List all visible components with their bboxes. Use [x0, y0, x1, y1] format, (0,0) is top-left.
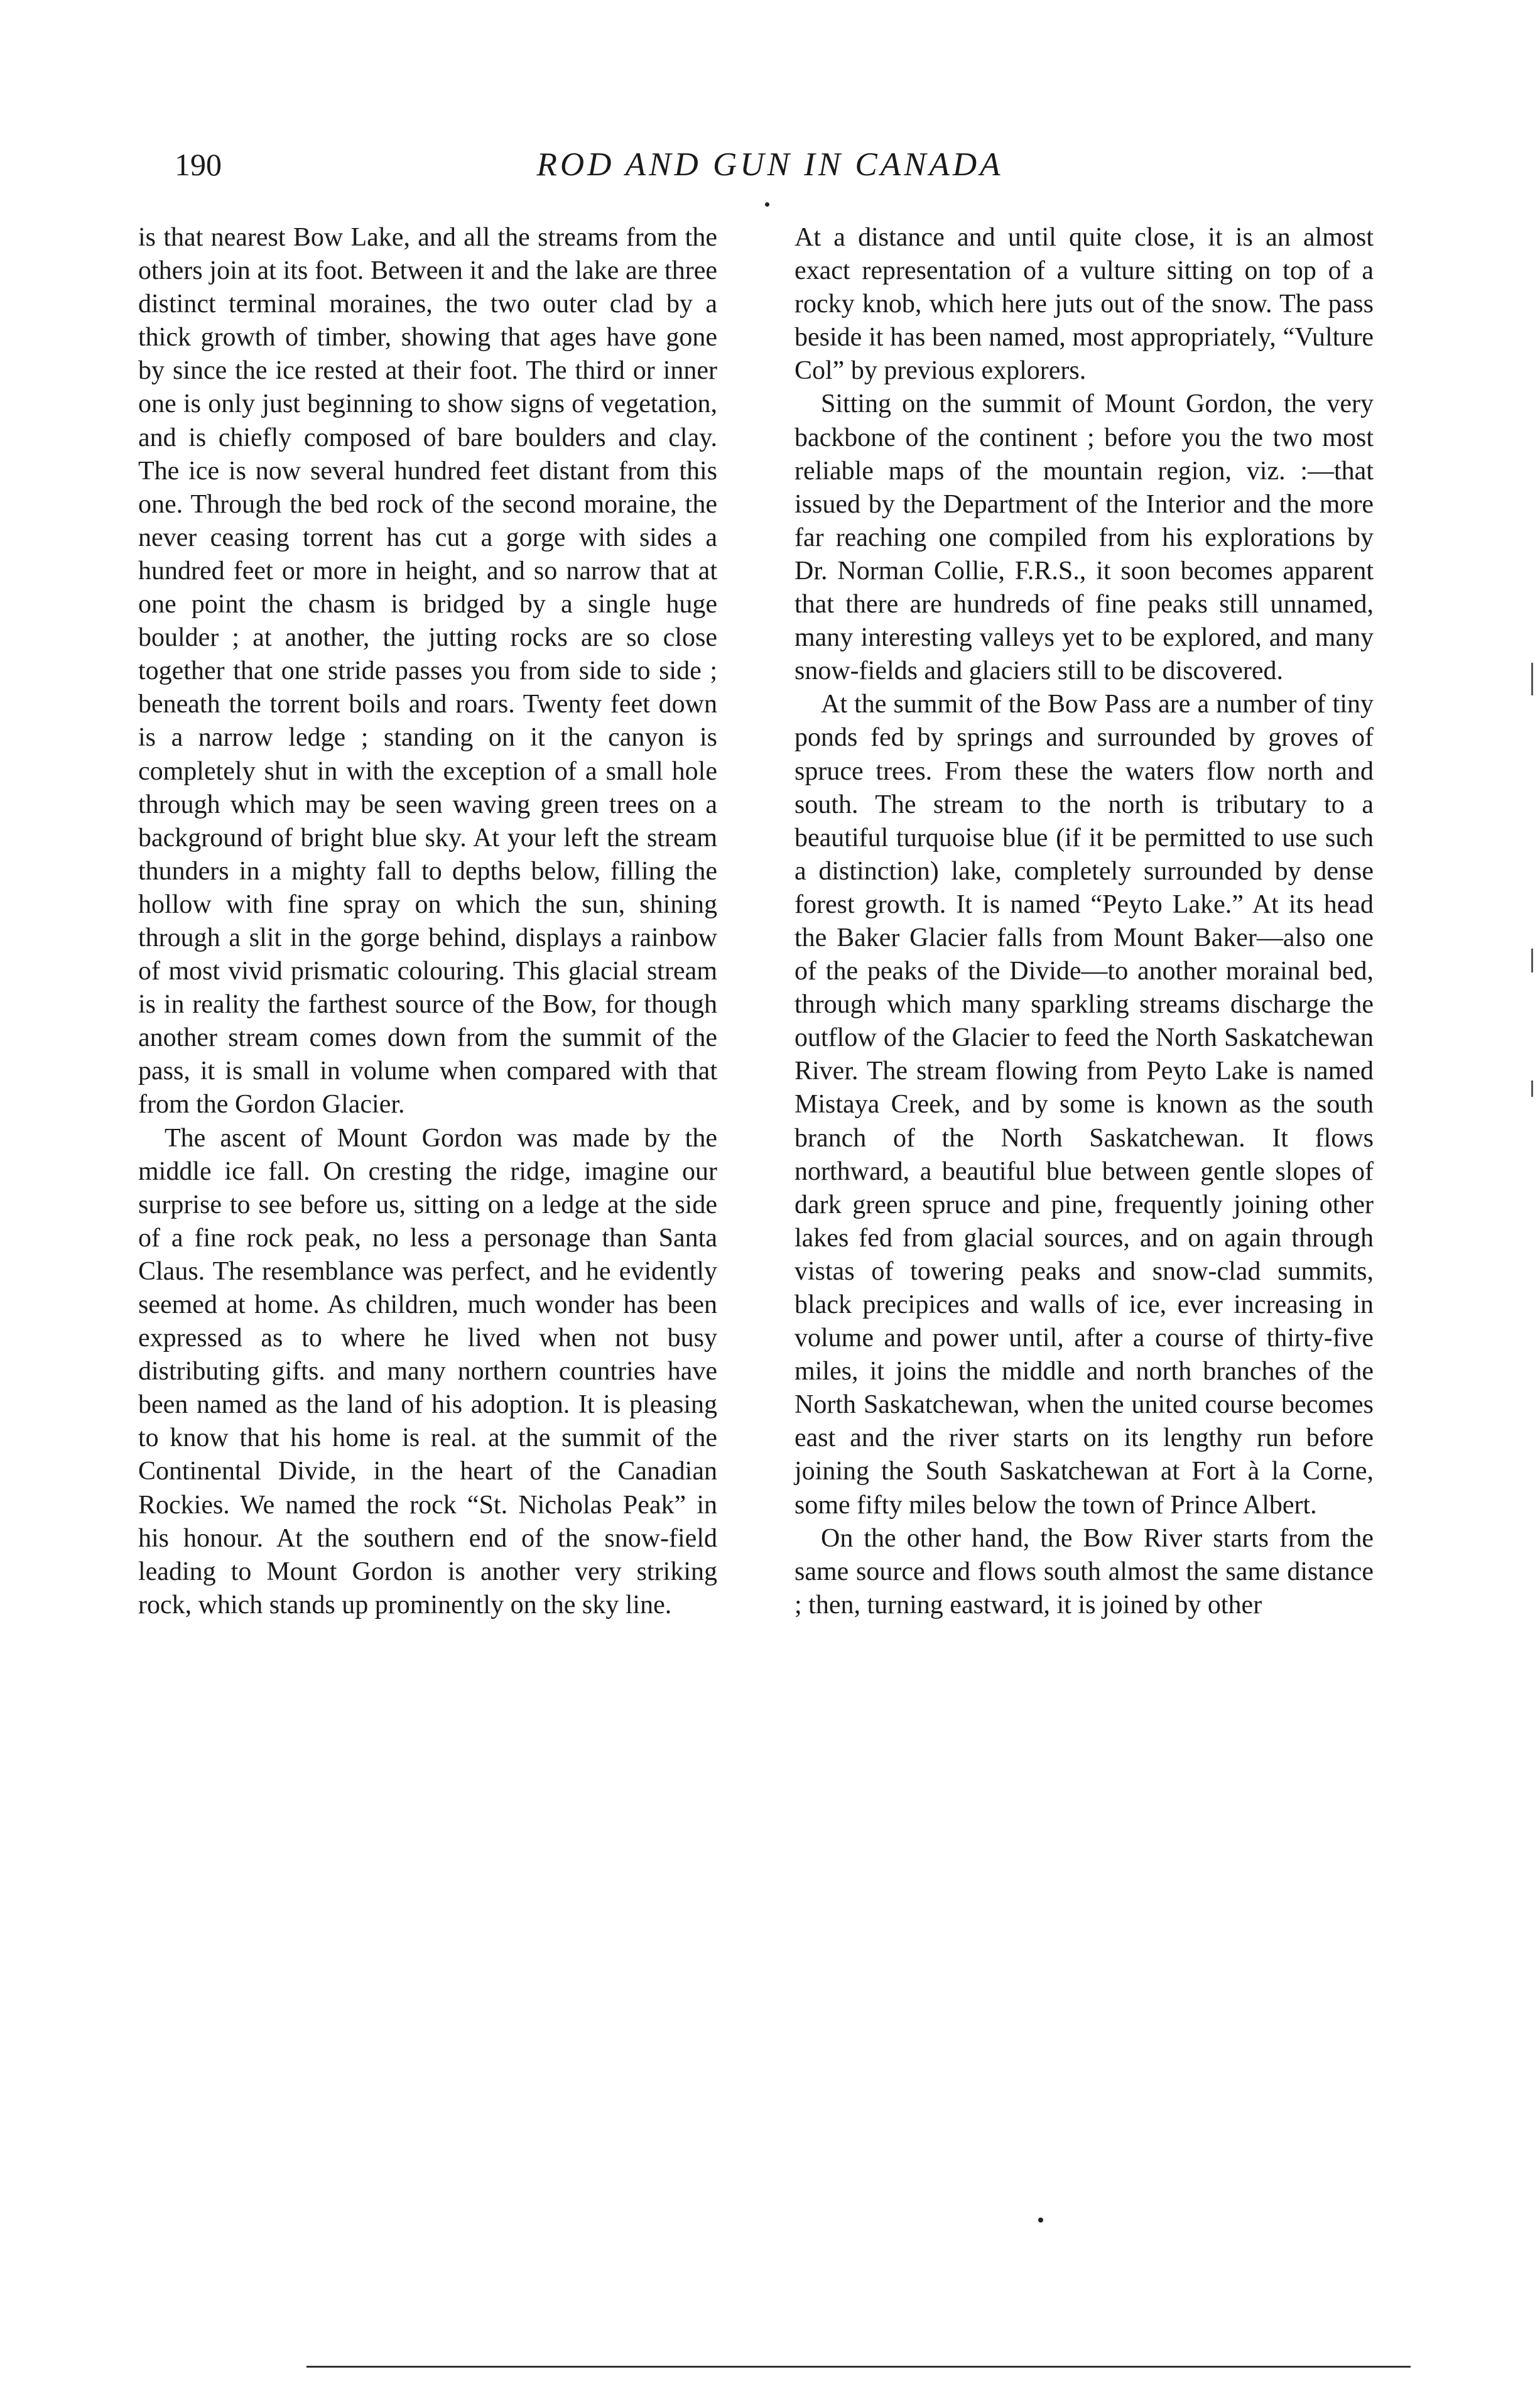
- running-title: ROD AND GUN IN CANADA: [536, 146, 1004, 183]
- left-column: [138, 221, 717, 1622]
- bottom-rule: [306, 2366, 1411, 2368]
- margin-scan-mark: [1531, 1080, 1533, 1097]
- right-paragraph-4: On the other hand, the Bow River starts from the same source and flows south almost the same distance ; then, turning eastward, it is joined by other: [794, 1523, 1374, 1619]
- right-paragraph-2: Sitting on the summit of Mount Gordon, the very backbone of the continent ; before you the two most reliable maps of the mountain region, viz. :—that issued by the Department of the Interior and the more far reaching one compiled from his explorations by Dr. Norman Collie, F.R.S., it soon becomes apparent that there are hundreds of fine peaks still unnamed, many interesting valleys yet to be explored, and many snow-fields and glaciers still to be discovered.: [794, 389, 1374, 686]
- page-number: 190: [175, 147, 222, 182]
- margin-scan-mark: [1531, 663, 1533, 695]
- header-dot-ornament: [765, 202, 769, 207]
- margin-scan-mark: [1531, 949, 1533, 972]
- left-paragraph-1: is that nearest Bow Lake, and all the streams from the others join at its foot. Between it and the lake are three distinct terminal moraines, the two outer clad by a thick growth of timber, showing that ages have gone by since the ice rested at their foot. The third or inner one is only just beginning to show signs of vegetation, and is chiefly composed of bare boulders and clay. The ice is now several hundred feet distant from this one. Through the bed rock of the second moraine, the never ceasing torrent has cut a gorge with sides a hundred feet or more in height, and so narrow that at one point the chasm is bridged by a single huge boulder ; at another, the jutting rocks are so close together that one stride passes you from side to side ; beneath the torrent boils and roars. Twenty feet down is a narrow ledge ; standing on it the canyon is completely shut in with the exception of a small hole through which may be seen waving green trees on a background of bright blue sky. At your left the stream thunders in a mighty fall to depths below, filling the hollow with fine spray on which the sun, shining through a slit in the gorge behind, displays a rainbow of most vivid prismatic colouring. This glacial stream is in reality the farthest source of the Bow, for though another stream comes down from the summit of the pass, it is small in volume when compared with that from the Gordon Glacier.: [138, 223, 717, 1119]
- right-column: [794, 221, 1374, 1622]
- right-paragraph-3: At the summit of the Bow Pass are a number of tiny ponds fed by springs and surrounded by groves of spruce trees. From these the waters flow north and south. The stream to the north is tributary to a beautiful turquoise blue (if it be permitted to use such a distinction) lake, completely surrounded by dense forest growth. It is named “Peyto Lake.” At its head the Baker Glacier falls from Mount Baker—also one of the peaks of the Divide—to another morainal bed, through which many sparkling streams discharge the outflow of the Glacier to feed the North Saskatchewan River. The stream flowing from Peyto Lake is named Mistaya Creek, and by some is known as the south branch of the North Saskatchewan. It flows northward, a beautiful blue between gentle slopes of dark green spruce and pine, frequently joining other lakes fed from glacial sources, and on again through vistas of towering peaks and snow-clad summits, black precipices and walls of ice, ever increasing in volume and power until, after a course of thirty-five miles, it joins the middle and north branches of the North Saskatchewan, when the united course becomes east and the river starts on its lengthy run before joining the South Saskatchewan at Fort à la Corne, some fifty miles below the town of Prince Albert.: [794, 690, 1374, 1520]
- bottom-dot-ornament: [1038, 2218, 1043, 2223]
- left-paragraph-2: The ascent of Mount Gordon was made by the middle ice fall. On cresting the ridge, imagine our surprise to see before us, sitting on a ledge at the side of a fine rock peak, no less a personage than Santa Claus. The resemblance was perfect, and he evidently seemed at home. As children, much wonder has been expressed as to where he lived when not busy distributing gifts. and many northern countries have been named as the land of his adoption. It is pleasing to know that his home is real. at the summit of the Continental Divide, in the heart of the Canadian Rockies. We named the rock “St. Nicholas Peak” in his honour. At the southern end of the snow-field leading to Mount Gordon is another very striking rock, which stands up prominently on the sky line.: [138, 1123, 717, 1619]
- right-paragraph-1: At a distance and until quite close, it is an almost exact representation of a vulture sitting on top of a rocky knob, which here juts out of the snow. The pass beside it has been named, most appropriately, “Vulture Col” by previous explorers.: [794, 223, 1374, 386]
